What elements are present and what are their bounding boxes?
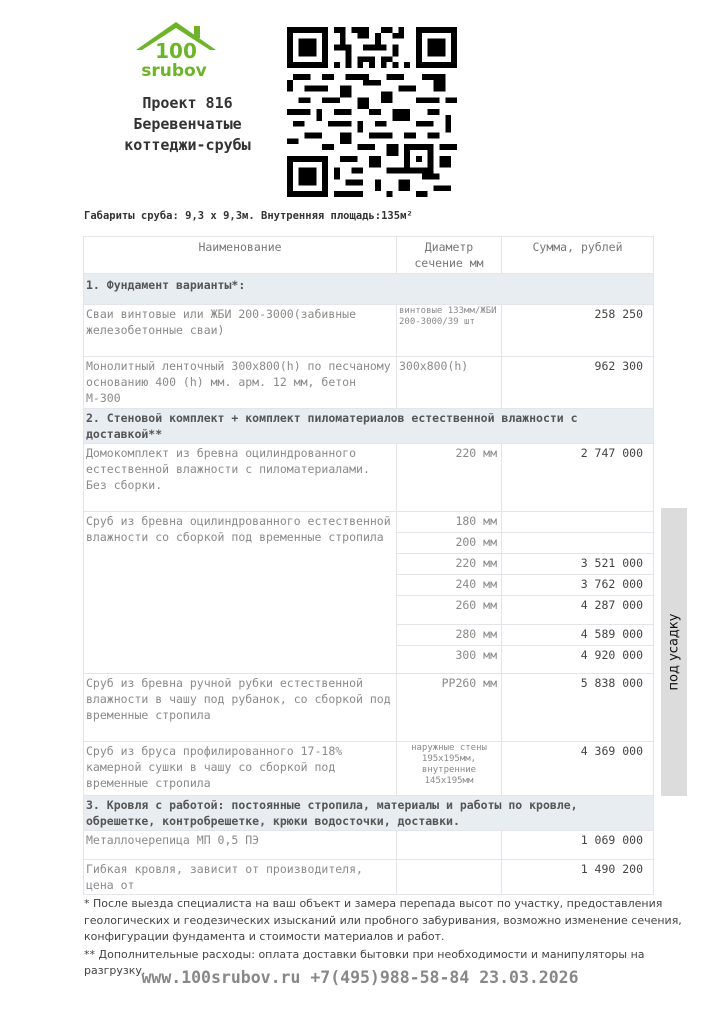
row-sum: 5 838 000	[502, 674, 654, 742]
section-walls	[84, 409, 654, 444]
row-diameter: 260 мм	[397, 596, 502, 625]
row-sum: 4 287 000	[502, 596, 654, 625]
row-sum: 3 762 000	[502, 575, 654, 596]
row-diameter: 300x800(h)	[397, 357, 502, 409]
project-number: Проект 816	[142, 94, 233, 112]
row-diameter: PP260 мм	[397, 674, 502, 742]
row-sum: 4 369 000	[502, 742, 654, 796]
table-row	[84, 674, 654, 742]
section-roof	[84, 796, 654, 831]
row-name: Сруб из бруса профилированного 17-18% камерной сушки в чашу со сборкой под временные стропила	[84, 742, 397, 796]
row-sum	[502, 512, 654, 533]
table-row	[84, 860, 654, 895]
footnote-2: ** Дополнительные расходы: оплата доставки бытовки при необходимости и манипуляторы на разгрузку.	[84, 947, 645, 977]
row-name: Гибкая кровля, зависит от производителя, цена от	[84, 860, 397, 895]
section-title: 1. Фундамент варианты*:	[84, 274, 654, 305]
logo-text-top: 100	[155, 39, 197, 63]
footer-contacts[interactable]: www.100srubov.ru +7(495)988-58-84 23.03.2026	[141, 968, 579, 987]
header-diameter: Диаметр сечение мм	[397, 237, 502, 274]
row-diameter: винтовые 133мм/ЖБИ 200-3000/39 шт	[397, 305, 502, 357]
row-sum: 3 521 000	[502, 554, 654, 575]
row-name: Сваи винтовые или ЖБИ 200-3000(забивные железобетонные сваи)	[84, 305, 397, 357]
row-sum: 962 300	[502, 357, 654, 409]
table-row	[84, 444, 654, 512]
project-type-line1: Беревенчатые	[133, 115, 242, 133]
row-diameter	[397, 831, 502, 860]
project-title	[95, 93, 280, 156]
dimensions-text: Габариты сруба: 9,3 х 9,3м. Внутренняя площадь:135м²	[84, 210, 413, 222]
row-name: Сруб из бревна оцилиндрованного естественной влажности со сборкой под временные стропила	[84, 512, 397, 674]
row-diameter: 220 мм	[397, 554, 502, 575]
table-row	[84, 831, 654, 860]
row-diameter: наружные стены 195x195мм, внутренние 145x195мм	[397, 742, 502, 796]
section-title: 2. Стеновой комплект + комплект пиломатериалов естественной влажности с доставкой**	[84, 409, 654, 444]
row-name: Домокомплект из бревна оцилиндрованного естественной влажности с пиломатериалами. Без сборки.	[84, 444, 397, 512]
table-row	[84, 742, 654, 796]
row-name: Металлочерепица МП 0,5 ПЭ	[84, 831, 397, 860]
company-logo	[128, 20, 224, 80]
logo-text-bottom: srubov	[141, 61, 207, 80]
shrinkage-label: под усадку	[666, 613, 682, 691]
row-sum: 2 747 000	[502, 444, 654, 512]
row-name: Монолитный ленточный 300х800(h) по песчаному основанию 400 (h) мм. арм. 12 мм, бетон М-300	[84, 357, 397, 409]
row-sum: 1 069 000	[502, 831, 654, 860]
row-sum: 1 490 200	[502, 860, 654, 895]
table-header-row	[84, 237, 654, 274]
section-foundation	[84, 274, 654, 305]
price-table	[83, 236, 654, 895]
table-row	[84, 357, 654, 409]
table-row	[84, 305, 654, 357]
row-sum: 258 250	[502, 305, 654, 357]
row-diameter: 280 мм	[397, 625, 502, 646]
row-diameter: 300 мм	[397, 646, 502, 674]
project-type-line2: коттеджи-срубы	[124, 136, 251, 154]
row-name: Сруб из бревна ручной рубки естественной влажности в чашу под рубанок, со сборкой под временные стропила	[84, 674, 397, 742]
row-sum: 4 920 000	[502, 646, 654, 674]
table-row	[84, 512, 654, 533]
row-diameter: 240 мм	[397, 575, 502, 596]
row-sum: 4 589 000	[502, 625, 654, 646]
row-diameter: 180 мм	[397, 512, 502, 533]
row-diameter: 200 мм	[397, 533, 502, 554]
qr-code[interactable]	[287, 27, 457, 197]
shrinkage-sidebar	[661, 508, 687, 796]
header-name: Наименование	[84, 237, 397, 274]
section-title: 3. Кровля с работой: постоянные стропила, материалы и работы по кровле, обрешетке, контробрешетке, крюки водосточки, доставки.	[84, 796, 654, 831]
row-diameter: 220 мм	[397, 444, 502, 512]
header-sum: Сумма, рублей	[502, 237, 654, 274]
footnote-1: * После выезда специалиста на ваш объект и замера перепада высот по участку, предоставления геологических и геодезических изысканий или пробного забуривания, возможно изменение сечения, конфигурации фундамента и стоимости материалов и работ.	[84, 897, 682, 943]
row-diameter	[397, 860, 502, 895]
row-sum	[502, 533, 654, 554]
footnotes	[84, 896, 704, 980]
